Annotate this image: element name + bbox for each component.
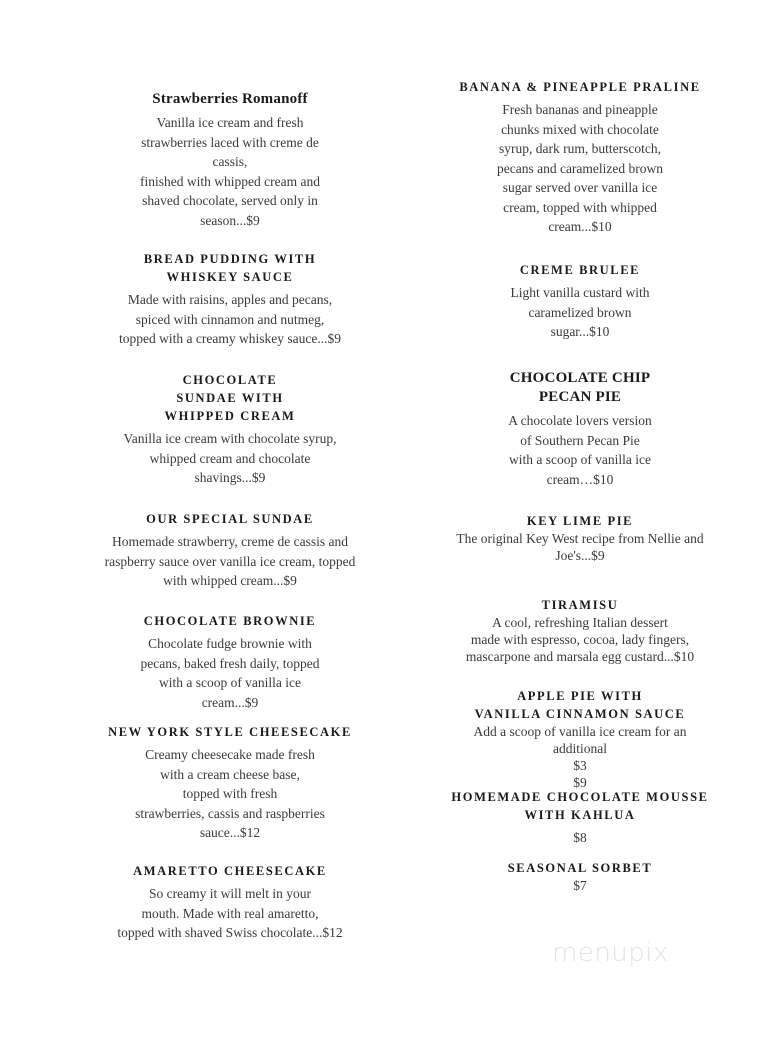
menu-item-description: finished with whipped cream and [140,173,320,189]
menu-item-description: with a scoop of vanilla ice [508,452,652,467]
menu-item-description: caramelized brown [528,304,632,320]
menu-item-description: cream...$10 [548,219,612,234]
menu-item-title: SEASONAL SORBET [507,861,653,875]
menu-item-title: WHISKEY SAUCE [166,270,294,284]
menu-item [456,512,703,564]
menu-item-description: strawberries, cassis and raspberries [135,805,325,821]
menu-item-description: So creamy it will melt in your [149,886,311,901]
menu-item [508,859,653,894]
menu-item-description: $7 [573,878,587,893]
menu-item-description: topped with fresh [182,786,278,801]
menu-item [140,90,320,230]
menu-item-description: pecans, baked fresh daily, topped [140,655,320,671]
menu-item-description: topped with a creamy whiskey sauce...$9 [119,331,341,346]
menu-item-description: A chocolate lovers version [508,413,652,428]
menu-item-title: BREAD PUDDING WITH [143,252,317,266]
menu-item-description: sauce...$12 [199,825,261,840]
menu-item [474,687,687,791]
menu-item-description: cream…$10 [546,471,614,487]
menu-item-description: $9 [573,775,587,790]
menu-item-description: $8 [573,830,587,845]
menu-item-description: whipped cream and chocolate [149,450,311,466]
menu-item-description: strawberries laced with creme de [141,134,319,150]
menu-item-title: CHOCOLATE [182,373,278,387]
menu-item-description: with whipped cream...$9 [163,573,297,588]
menu-item-title: CHOCOLATE CHIP [509,370,651,386]
menu-item-title: SUNDAE WITH [176,391,284,405]
menu-item-title: NEW YORK STYLE CHEESECAKE [108,725,352,739]
menu-item-title: WHIPPED CREAM [164,409,296,423]
menu-item-title: HOMEMADE CHOCOLATE MOUSSE [451,790,709,804]
menu-item-description: Vanilla ice cream with chocolate syrup, [123,431,337,446]
menu-item-description: Light vanilla custard with [510,285,650,300]
menu-item [119,250,341,349]
menu-item-title: KEY LIME PIE [526,514,634,528]
menupix-watermark: menupix [552,938,669,968]
menu-item-description: Joe's...$9 [555,548,605,563]
menu-item-description: chunks mixed with chocolate [501,121,659,137]
menu-item-title: APPLE PIE WITH [517,689,643,703]
menu-item-description: cream, topped with whipped [503,199,657,215]
menu-item-title: OUR SPECIAL SUNDAE [146,512,314,526]
menu-item [451,788,708,848]
menu-item [508,369,652,489]
menu-item-description: cream...$9 [201,694,259,710]
menu-item-description: $3 [573,758,587,773]
menu-item-title: BANANA & PINEAPPLE PRALINE [459,80,701,94]
menu-item-description: Homemade strawberry, creme de cassis and [111,534,349,549]
menu-item-description: Chocolate fudge brownie with [148,636,312,651]
menu-item-description: shavings...$9 [194,470,266,485]
menu-item [466,596,694,665]
menu-item-description: cassis, [212,154,248,169]
menu-item-description: topped with shaved Swiss chocolate...$12 [117,925,343,940]
menu-item-description: Vanilla ice cream and fresh [156,115,304,130]
menu-item [510,261,649,342]
menu-item-description: The original Key West recipe from Nellie and [456,531,704,546]
menu-item-description: season...$9 [200,212,260,228]
menu-item-title: AMARETTO CHEESECAKE [133,864,327,878]
menu-item [108,723,352,843]
menu-item-description: Add a scoop of vanilla ice cream for an [473,724,687,739]
menu-item-description: sugar...$10 [550,324,610,339]
menu-item-description: raspberry sauce over vanilla ice cream, topped [104,553,356,569]
menu-item-description: pecans and caramelized brown [496,160,664,176]
menu-item-description: with a scoop of vanilla ice [158,675,302,690]
menu-item-title: CREME BRULEE [519,263,641,277]
menu-item [117,862,342,943]
menu-item-description: additional [552,741,607,756]
menu-item-description: shaved chocolate, served only in [142,193,318,208]
menu-item [459,78,700,237]
menu-item-description: Fresh bananas and pineapple [502,102,658,117]
menu-item-title: WITH KAHLUA [524,808,636,822]
menu-item [105,510,356,591]
menu-item-title: PECAN PIE [538,389,622,405]
menu-item-description: syrup, dark rum, butterscotch, [499,141,661,156]
menu-item-description: made with espresso, cocoa, lady fingers, [470,632,690,647]
menu-item [124,371,337,488]
menu-item-description: mascarpone and marsala egg custard...$10 [465,649,695,664]
menu-item-description: A cool, refreshing Italian dessert [492,615,668,630]
menu-item-title: TIRAMISU [541,598,619,612]
menu-item-title: CHOCOLATE BROWNIE [143,614,317,628]
menu-item-description: spiced with cinnamon and nutmeg, [135,311,325,327]
menu-item [140,612,319,712]
menu-item-description: sugar served over vanilla ice [502,180,658,195]
menu-item-description: Made with raisins, apples and pecans, [127,292,333,307]
menu-item-title: VANILLA CINNAMON SAUCE [474,707,686,721]
menu-item-description: Creamy cheesecake made fresh [145,747,315,762]
menu-item-description: with a cream cheese base, [160,766,300,782]
menu-item-title: Strawberries Romanoff [152,91,308,107]
menu-item-description: of Southern Pecan Pie [520,432,640,448]
menu-item-description: mouth. Made with real amaretto, [141,905,319,921]
